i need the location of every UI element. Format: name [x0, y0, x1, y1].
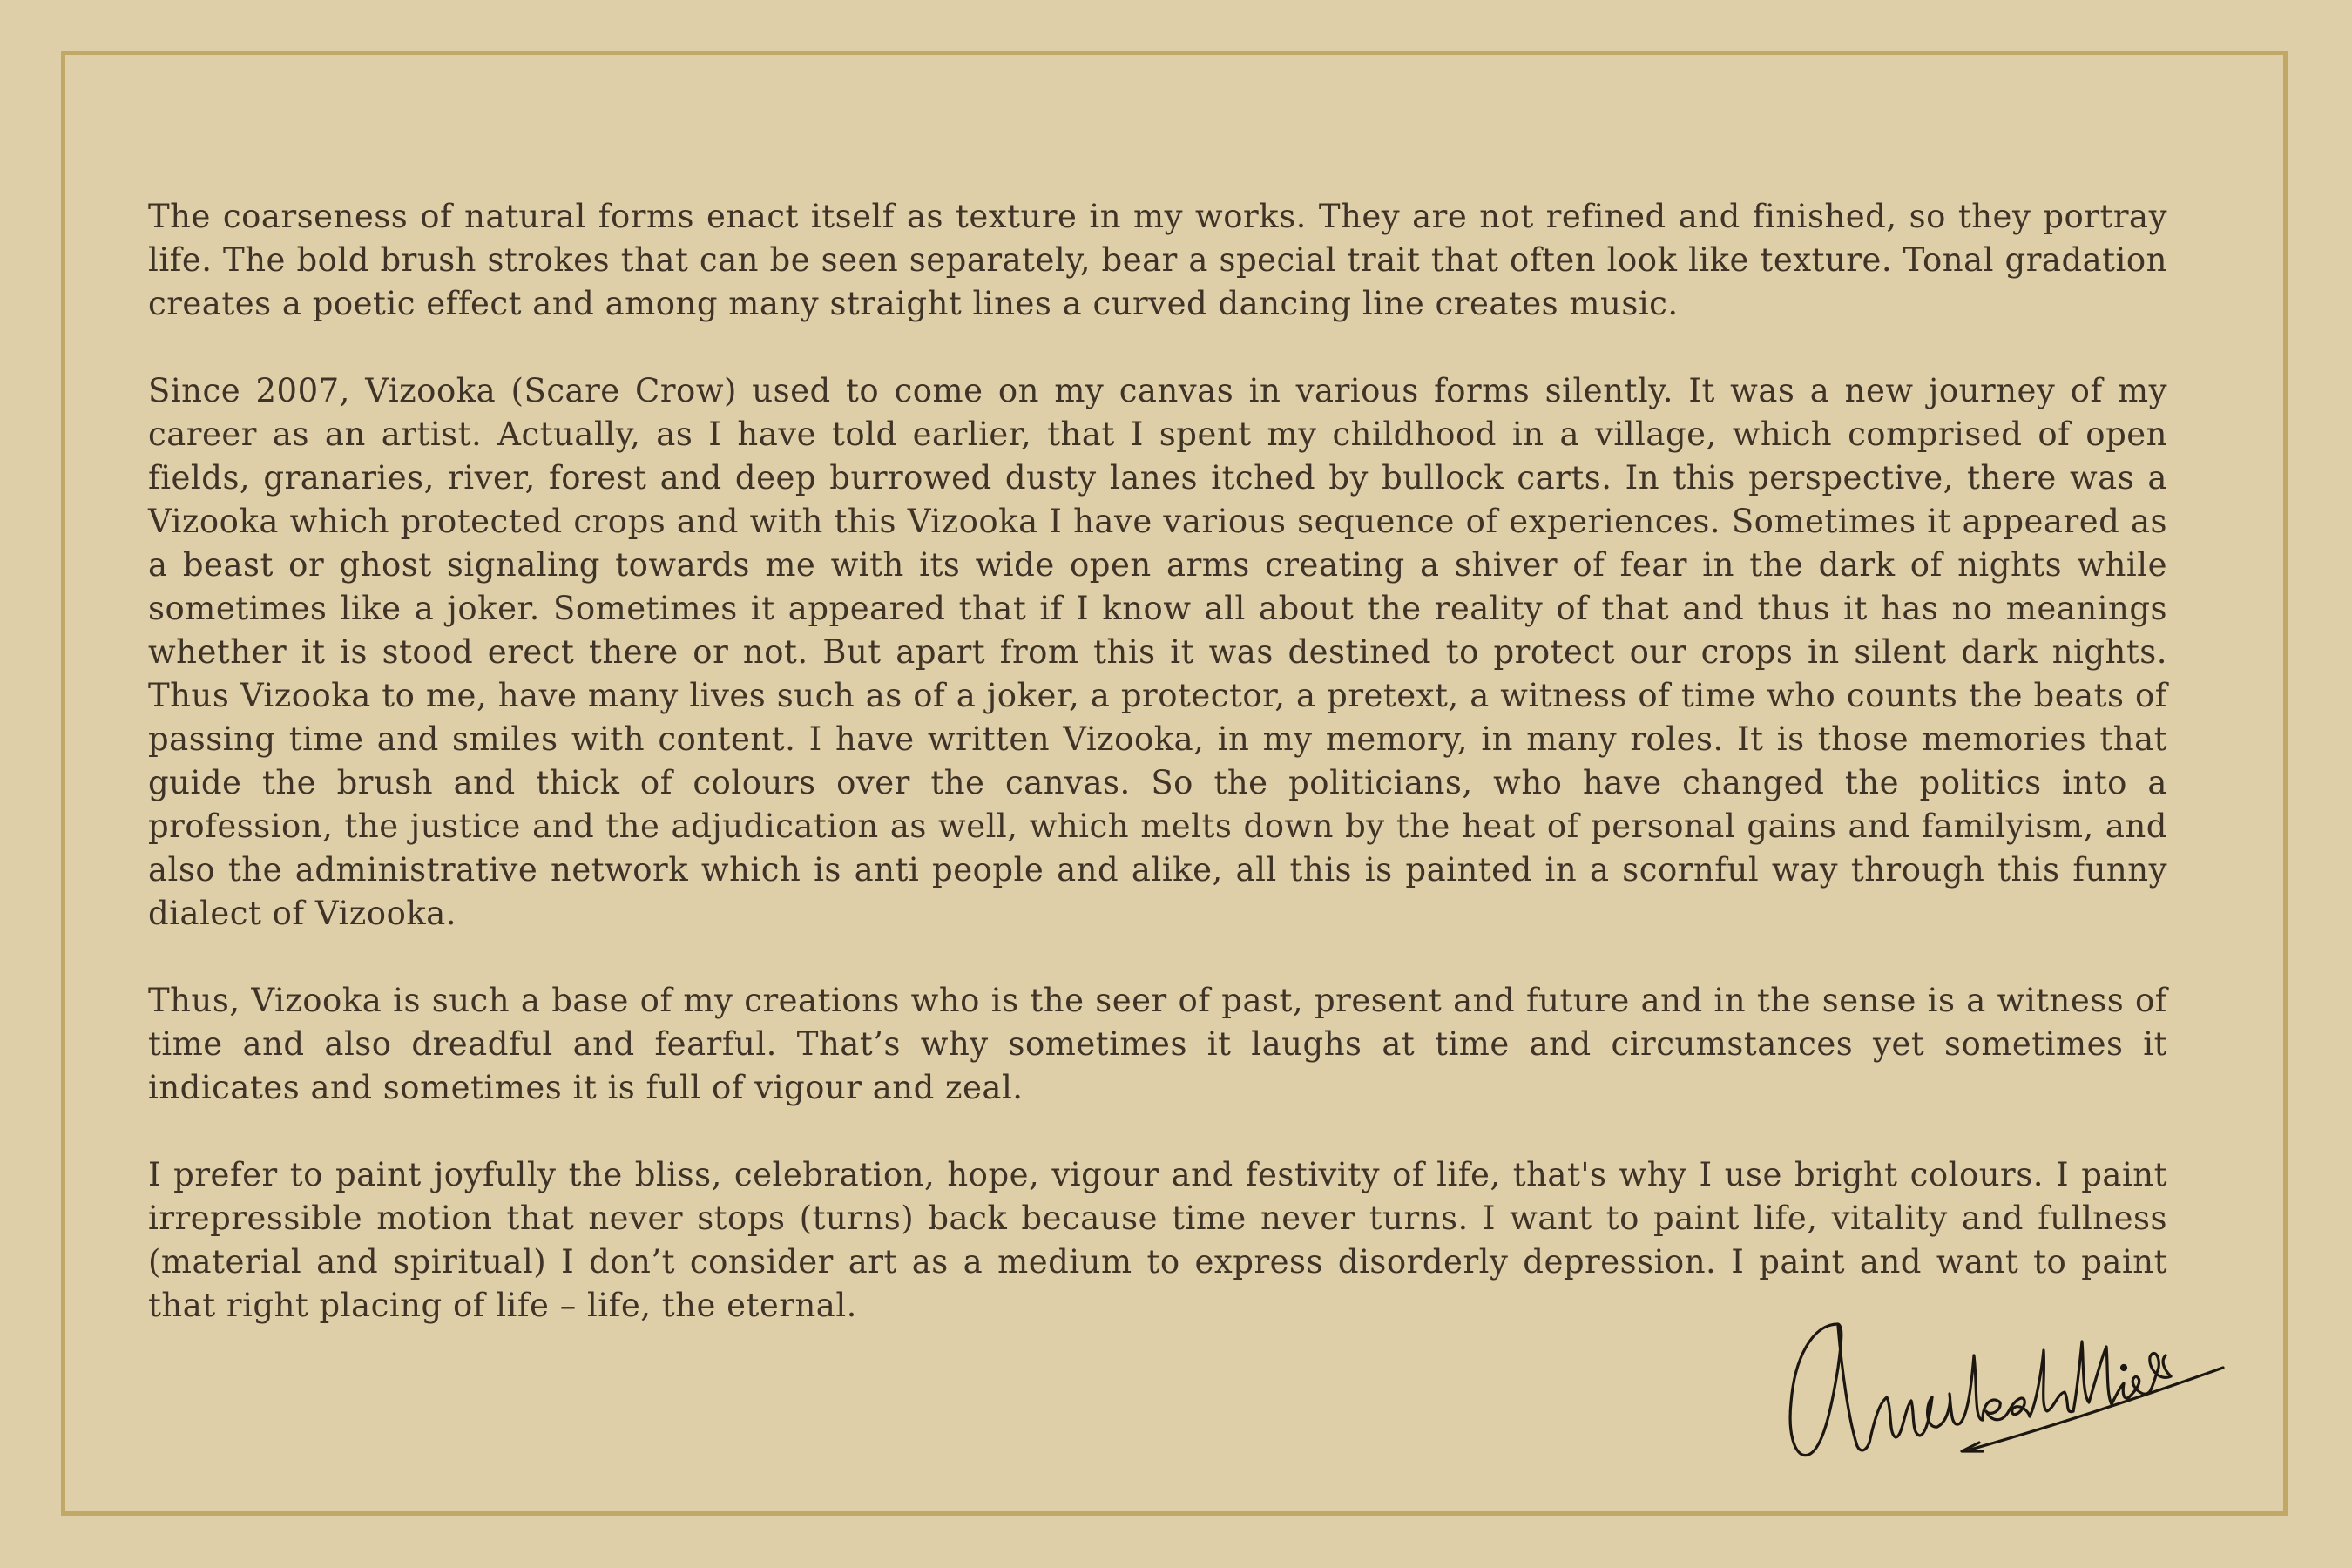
statement-paragraph-1: The coarseness of natural forms enact itself as texture in my works. They are not refined and finished, so they portray life. The bold brush strokes that can be seen separately, bear a special trait that often look like texture. Tonal gradation creates a poetic effect and among many straight lines a curved dancing line creates music.: [148, 198, 2167, 322]
statement-paragraph-2: Since 2007, Vizooka (Scare Crow) used to come on my canvas in various forms silently. It was a new journey of my career as an artist. Actually, as I have told earlier, that I spent my childhood in a village, which comprised of open fields, granaries, river, forest and deep burrowed dusty lanes itched by bullock carts. In this perspective, there was a Vizooka which protected crops and with this Vizooka I have various sequence of experiences. Sometimes it appeared as a beast or ghost signaling towards me with its wide open arms creating a shiver of fear in the dark of nights while sometimes like a joker. Sometimes it appeared that if I know all about the reality of that and thus it has no meanings whether it is stood erect there or not. But apart from this it was destined to protect our crops in silent dark nights. Thus Vizooka to me, have many lives such as of a joker, a protector, a pretext, a witness of time who counts the beats of passing time and smiles with content. I have written Vizooka, in my memory, in many roles. It is those memories that guide the brush and thick of colours over the canvas. So the politicians, who have changed the politics into a profession, the justice and the adjudication as well, which melts down by the heat of personal gains and familyism, and also the administrative network which is anti people and alike, all this is painted in a scornful way through this funny dialect of Vizooka.: [148, 372, 2167, 932]
statement-paragraph-3: Thus, Vizooka is such a base of my creations who is the seer of past, present and future and in the sense is a witness of time and also dreadful and fearful. That’s why sometimes it laughs at time and circumstances yet sometimes it indicates and sometimes it is full of vigour and zeal.: [148, 982, 2167, 1106]
handwritten-signature: [1777, 1307, 2230, 1472]
statement-paragraph-4: I prefer to paint joyfully the bliss, celebration, hope, vigour and festivity of life, that's why I use bright colours. I paint irrepressible motion that never stops (turns) back because time never turns. I want to paint life, vitality and fullness (material and spiritual) I don’t consider art as a medium to express disorderly depression. I paint and want to paint that right placing of life – life, the eternal.: [148, 1156, 2167, 1324]
artist-statement: [148, 195, 2167, 1328]
